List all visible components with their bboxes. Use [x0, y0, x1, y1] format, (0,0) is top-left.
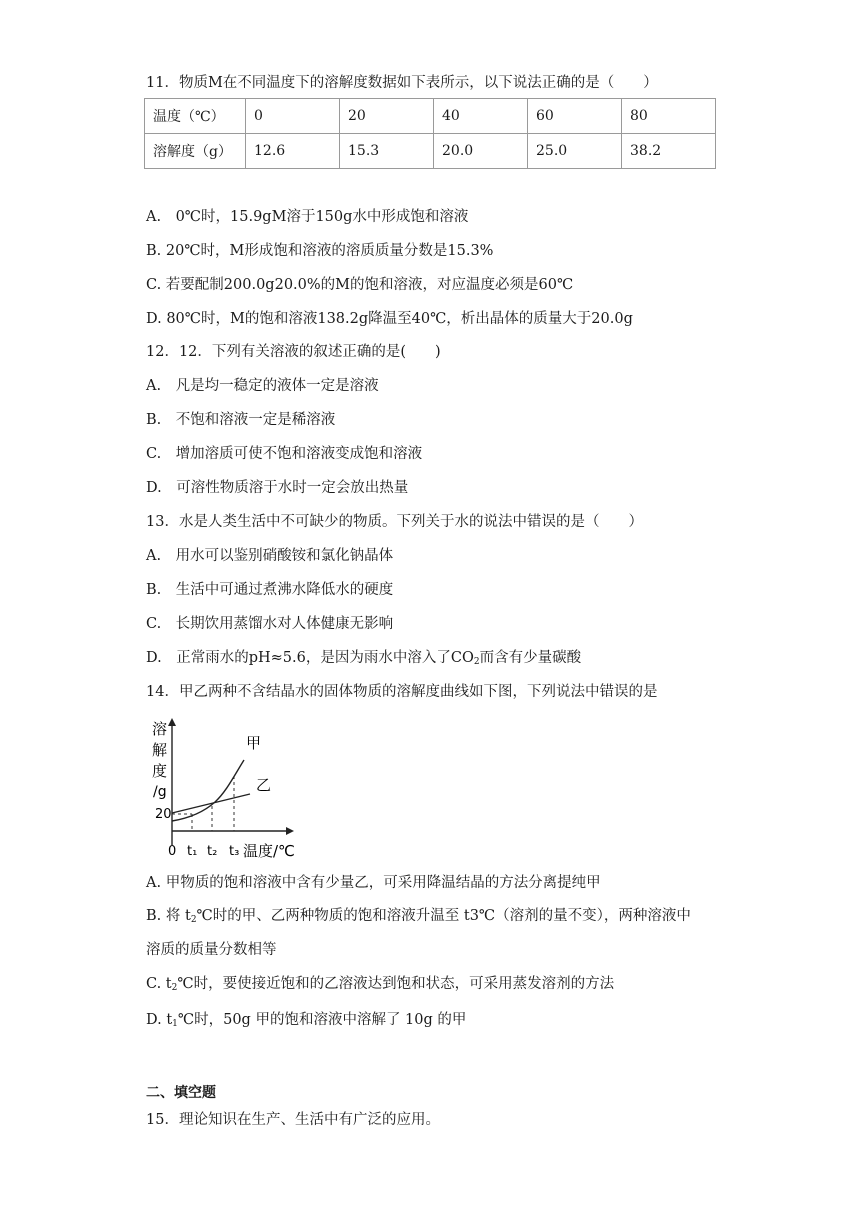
subscript: 2 [171, 983, 178, 993]
subscript: 2 [473, 657, 480, 667]
table-cell: 60 [528, 99, 622, 134]
q11-stem: 11．物质M在不同温度下的溶解度数据如下表所示，以下说法正确的是（ ） [146, 75, 658, 91]
q13-option-c: C. 长期饮用蒸馏水对人体健康无影响 [146, 616, 394, 632]
curve-jia [172, 760, 244, 821]
q13-option-d [146, 648, 581, 672]
q14-option-b [146, 906, 691, 930]
q11-option-d: D. 80℃时，M的饱和溶液138.2g降温至40℃，析出晶体的质量大于20.0g [146, 311, 633, 327]
q14-option-c-tail: ℃时，要使接近饱和的乙溶液达到饱和状态，可采用蒸发溶剂的方法 [177, 976, 615, 992]
q14-option-b-text: B. 将 t [146, 908, 191, 924]
x-tick-t2: t₂ [207, 844, 218, 859]
q14-option-d-tail: ℃时，50g 甲的饱和溶液中溶解了 10g 的甲 [177, 1012, 467, 1028]
table-cell: 15.3 [340, 134, 434, 169]
q13-option-d-text: D. 正常雨水的pH≈5.6，是因为雨水中溶入了CO [146, 650, 474, 666]
y-tick-20: 20 [155, 807, 172, 822]
q12-stem: 12．12．下列有关溶液的叙述正确的是( ) [146, 344, 441, 360]
x-axis-label: 温度/℃ [243, 842, 295, 860]
x-axis-arrow [286, 827, 294, 835]
table-cell: 25.0 [528, 134, 622, 169]
curve-yi [172, 794, 250, 813]
q15-stem: 15．理论知识在生产、生活中有广泛的应用。 [146, 1112, 440, 1128]
table-cell: 20.0 [434, 134, 528, 169]
table-cell: 12.6 [246, 134, 340, 169]
x-origin-label: 0 [168, 844, 177, 859]
q11-option-b: B. 20℃时，M形成饱和溶液的溶质质量分数是15.3% [146, 243, 494, 259]
q14-option-d-text: D. t [146, 1012, 173, 1028]
q11-option-c: C. 若要配制200.0g20.0%的M的饱和溶液，对应温度必须是60℃ [146, 277, 574, 293]
label-jia: 甲 [246, 734, 262, 752]
subscript: 1 [172, 1019, 178, 1029]
table-cell: 0 [246, 99, 340, 134]
table-cell: 20 [340, 99, 434, 134]
table-cell: 40 [434, 99, 528, 134]
q11-option-a: A. 0℃时，15.9gM溶于150g水中形成饱和溶液 [146, 209, 469, 225]
q12-option-d: D. 可溶性物质溶于水时一定会放出热量 [146, 480, 409, 496]
q14-option-a: A. 甲物质的饱和溶液中含有少量乙，可采用降温结晶的方法分离提纯甲 [146, 875, 601, 891]
q13-option-b: B. 生活中可通过煮沸水降低水的硬度 [146, 582, 394, 598]
y-label-char: 解 [152, 741, 168, 759]
q13-option-d-tail: 而含有少量碳酸 [479, 650, 582, 666]
table-cell: 溶解度（g） [145, 134, 246, 169]
section-heading: 二、填空题 [146, 1085, 216, 1101]
q14-option-d [146, 1010, 466, 1034]
table-cell: 温度（℃） [145, 99, 246, 134]
q14-stem: 14．甲乙两种不含结晶水的固体物质的溶解度曲线如下图，下列说法中错误的是 [146, 684, 658, 700]
y-label-char: 溶 [152, 720, 168, 738]
x-tick-t3: t₃ [229, 844, 240, 859]
y-axis-arrow [168, 718, 176, 726]
q13-stem: 13．水是人类生活中不可缺少的物质。下列关于水的说法中错误的是（ ） [146, 514, 643, 530]
q12-option-c: C. 增加溶质可使不饱和溶液变成饱和溶液 [146, 446, 423, 462]
q14-option-b-cont: 溶质的质量分数相等 [146, 942, 277, 958]
table-row [145, 134, 716, 169]
table-cell: 38.2 [622, 134, 716, 169]
q12-option-a: A. 凡是均一稳定的液体一定是溶液 [146, 378, 379, 394]
subscript: 2 [190, 915, 197, 925]
q14-option-b-tail: ℃时的甲、乙两种物质的饱和溶液升温至 t3℃（溶剂的量不变），两种溶液中 [196, 908, 691, 924]
q14-option-c [146, 974, 614, 998]
solubility-table [144, 98, 716, 169]
y-label-char: /g [153, 784, 167, 800]
q14-option-c-text: C. t [146, 976, 172, 992]
table-cell: 80 [622, 99, 716, 134]
y-label-char: 度 [152, 762, 168, 780]
x-tick-t1: t₁ [187, 844, 198, 859]
table-row [145, 99, 716, 134]
label-yi: 乙 [256, 776, 272, 794]
solubility-curve-figure [150, 718, 300, 860]
q12-option-b: B. 不饱和溶液一定是稀溶液 [146, 412, 336, 428]
q13-option-a: A. 用水可以鉴别硝酸铵和氯化钠晶体 [146, 548, 394, 564]
